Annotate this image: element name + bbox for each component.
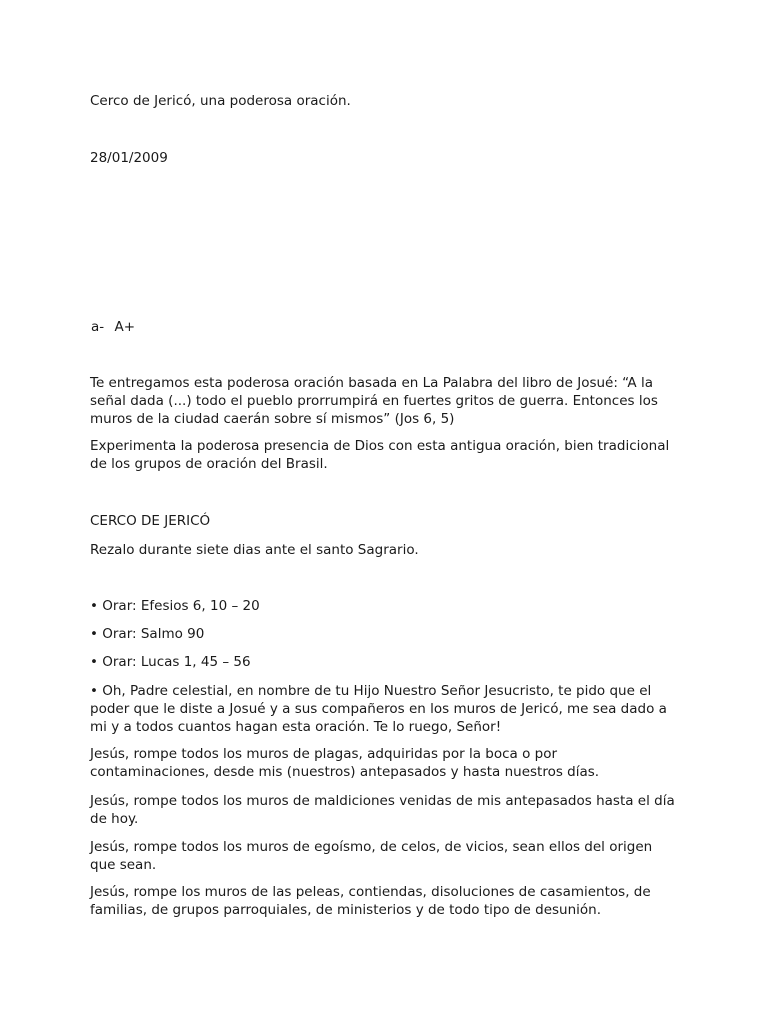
bullet-item: • Oh, Padre celestial, en nombre de tu Hijo Nuestro Señor Jesucristo, te pido que el poder que le diste a Josué y a sus compañeros en los muros de Jericó, me sea dado a mi y a todos cuantos hagan esta oración. Te lo ruego, Señor! (90, 683, 667, 735)
experience-paragraph: Experimenta la poderosa presencia de Dios con esta antigua oración, bien tradicional de los grupos de oración del Brasil. (90, 438, 670, 472)
section-heading: CERCO DE JERICÓ (90, 513, 211, 529)
font-decrease-button[interactable]: a- (91, 319, 105, 335)
prayer-paragraph: Jesús, rompe todos los muros de egoísmo, de celos, de vicios, sean ellos del origen que sean. (90, 839, 653, 873)
bullet-item: • Orar: Salmo 90 (90, 626, 205, 642)
prayer-paragraph: Jesús, rompe los muros de las peleas, contiendas, disoluciones de casamientos, de familias, de grupos parroquiales, de ministerios y de todo tipo de desunión. (90, 884, 651, 918)
font-size-controls (91, 318, 681, 336)
prayer-paragraph: Jesús, rompe todos los muros de maldiciones venidas de mis antepasados hasta el día de hoy. (90, 793, 675, 827)
intro-paragraph: Te entregamos esta poderosa oración basada en La Palabra del libro de Josué: “A la señal dada (...) todo el pueblo prorrumpirá en fuertes gritos de guerra. Entonces los muros de la ciudad caerán sobre sí mismos” (Jos 6, 5) (90, 375, 658, 427)
instruction-paragraph: Rezalo durante siete dias ante el santo Sagrario. (90, 542, 419, 558)
bullet-item: • Orar: Efesios 6, 10 – 20 (90, 598, 260, 614)
document-date: 28/01/2009 (90, 150, 168, 166)
bullet-item: • Orar: Lucas 1, 45 – 56 (90, 654, 251, 670)
document-title: Cerco de Jericó, una poderosa oración. (90, 93, 351, 109)
font-increase-button[interactable]: A+ (114, 319, 135, 335)
prayer-paragraph: Jesús, rompe todos los muros de plagas, adquiridas por la boca o por contaminaciones, desde mis (nuestros) antepasados y hasta nuestros días. (90, 746, 600, 780)
